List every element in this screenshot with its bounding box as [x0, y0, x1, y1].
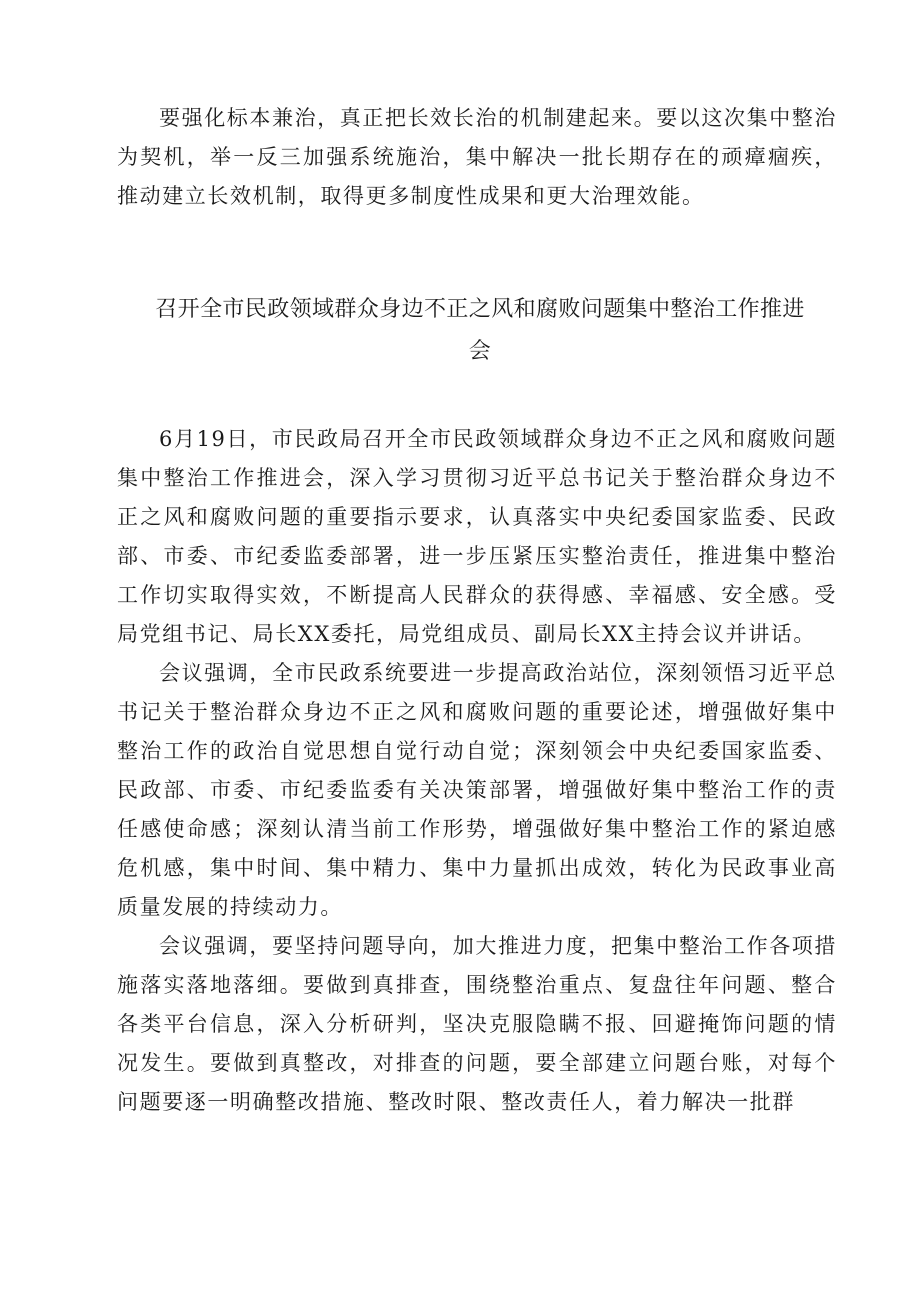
intro-paragraph: 要强化标本兼治，真正把长效长治的机制建起来。要以这次集中整治为契机，举一反三加强系统施治，集中解决一批长期存在的顽瘴痼疾，推动建立长效机制，取得更多制度性成果和更大治理效能。 [117, 106, 837, 208]
body-paragraph-3: 会议强调，要坚持问题导向，加大推进力度，把集中整治工作各项措施落实落地落细。要做到真排查，围绕整治重点、复盘往年问题、整合各类平台信息，深入分析研判，坚决克服隐瞒不报、回避掩饰问题的情况发生。要做到真整改，对排查的问题，要全部建立问题台账，对每个问题要逐一明确整改措施、整改时限、整改责任人，着力解决一批群 [117, 934, 837, 1114]
body-paragraph-2: 会议强调，全市民政系统要进一步提高政治站位，深刻领悟习近平总书记关于整治群众身边不正之风和腐败问题的重要论述，增强做好集中整治工作的政治自觉思想自觉行动自觉；深刻领会中央纪委国家监委、民政部、市委、市纪委监委有关决策部署，增强做好集中整治工作的责任感使命感；深刻认清当前工作形势，增强做好集中整治工作的紧迫感危机感，集中时间、集中精力、集中力量抓出成效，转化为民政事业高质量发展的持续动力。 [117, 661, 837, 919]
body-paragraph-1: 6月19日，市民政局召开全市民政领域群众身边不正之风和腐败问题集中整治工作推进会，深入学习贯彻习近平总书记关于整治群众身边不正之风和腐败问题的重要指示要求，认真落实中央纪委国家监委、民政部、市委、市纪委监委部署，进一步压紧压实整治责任，推进集中整治工作切实取得实效，不断提高人民群众的获得感、幸福感、安全感。受局党组书记、局长XX委托，局党组成员、副局长XX主持会议并讲话。 [117, 427, 837, 646]
article-title: 召开全市民政领域群众身边不正之风和腐败问题集中整治工作推进会 [155, 297, 805, 364]
intro-section [117, 99, 837, 216]
article-body [117, 420, 837, 1122]
